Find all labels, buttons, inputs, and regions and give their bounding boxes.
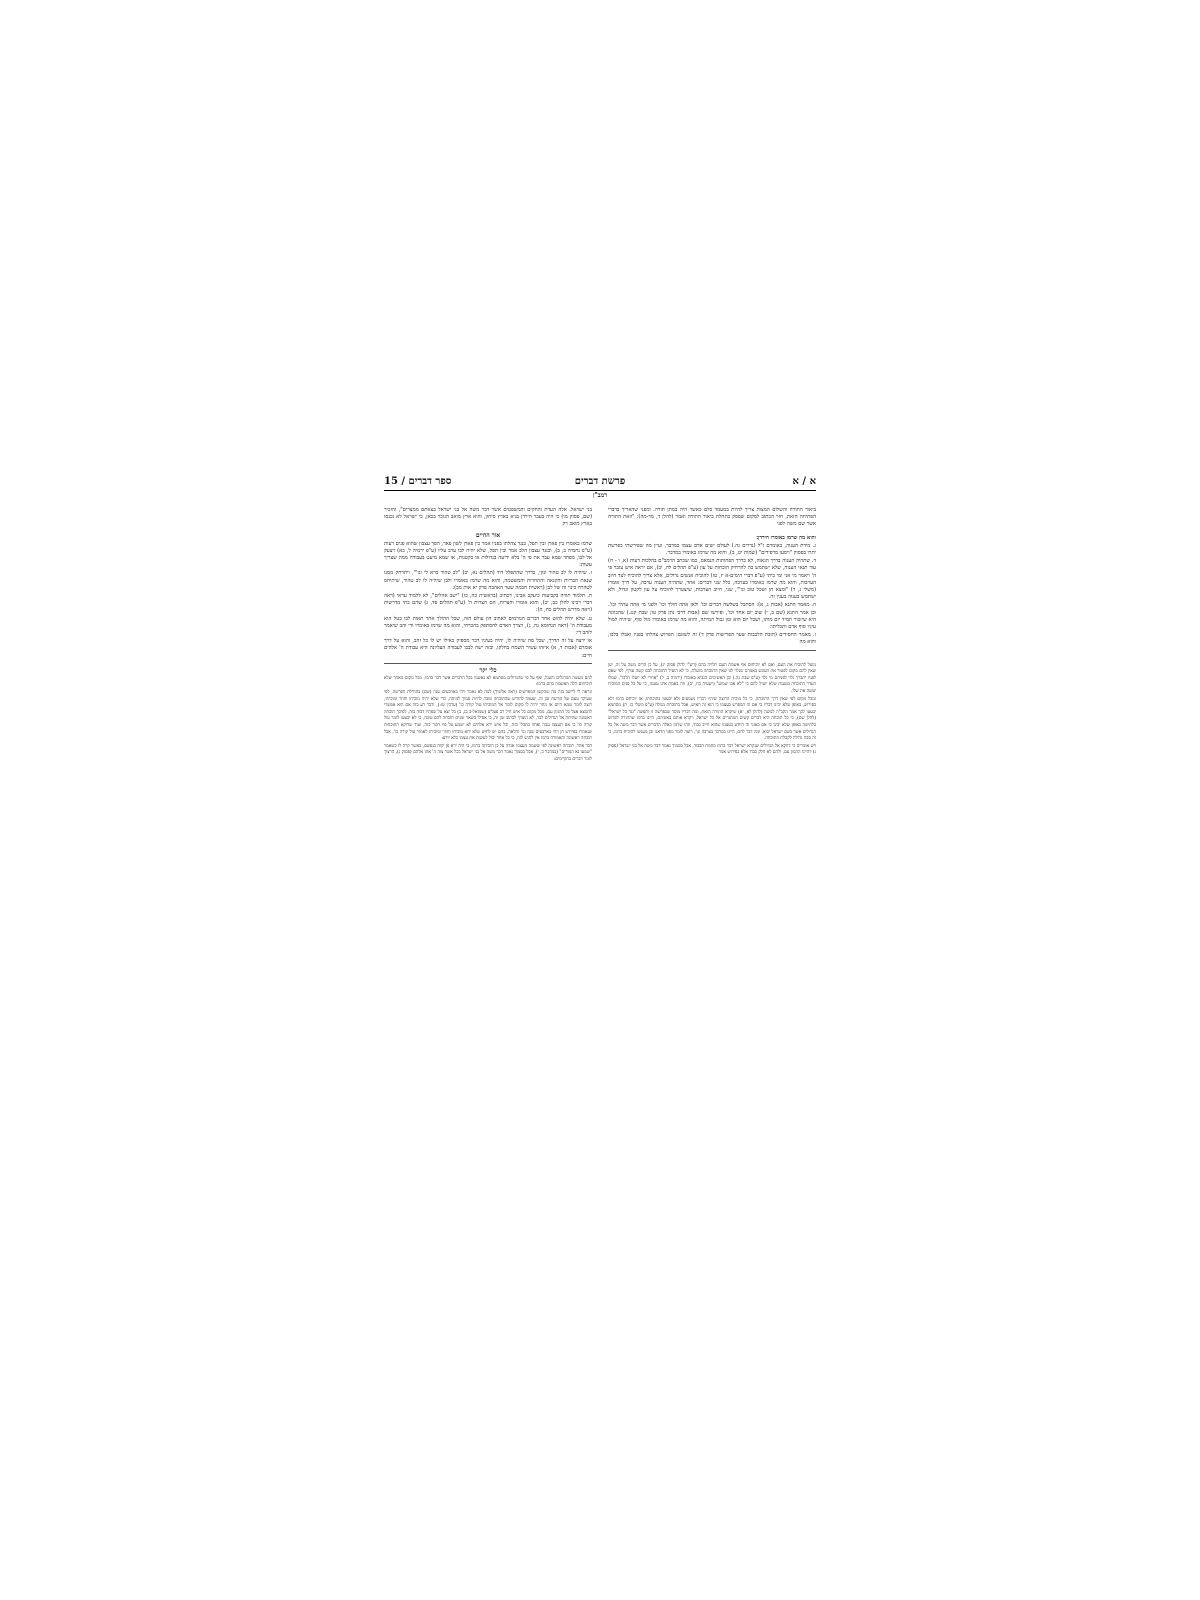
- section-divider: [608, 650, 816, 651]
- or-hachaim-left-2: ז. שיהיה לו לב טהור ונקי, כדרך שהתפלל דוד (תהלים נא, יב) "לב טהור ברא לי וגו'", ויתרחק ממנו שנאת הבריות והקנאה והתחרות והמשטמה, והוא מה שרמז באומרו ולבן שיהיה לו לב טהור, שיתיחס לטהרה כינוי זה של לבן (ראשית חכמה שער האהבה פרק יא אות מב):: [384, 570, 592, 591]
- ramban-text-left: בני ישראל. אלה העדת והחקים והמשפטים אשר דבר משה אל בני ישראל בצאתם ממצרים", והזכיר (שם, פסוק מו) כי היה בעבר הירדן בגיא בארץ סיחון, והוא ארץ מואב הנזכר בכאן, כי ישראל לא נכנסו בארץ מואב רק: [384, 507, 592, 528]
- or-hachaim-left-4: ט. שלא יהיה להוט אחר דברים הגורמים לאהוב הון עולם הזה, שכל ההולך אחר תאות לבו בטל הוא מעבודת ה' (ראה תנחומא נח, ג), ויצרך האדם להסתפק בהכרחי, והוא מה שרמז באומרו ודי זהב שיאמר לזהב די:: [384, 615, 592, 637]
- chapter-verse: א / א: [792, 476, 816, 487]
- kli-yakar-para-3: ויש אומרים כי דווקא אל הגדולים שנקרא ישראל דבר ברמז מחמת הכבוד, אבל בסמוך נאמר דבר משה אל בני ישראל (פסוק ג) דהיינו ההמון עם, ולהם לא חלק כבוד אלא בפירוש אמר: [608, 743, 816, 756]
- ramban-heading: רמב"ן: [592, 492, 608, 499]
- or-hachaim-para-5: ה. מאמר התנא (אבות ג, א): הסתכל בשלשה דברים וכו' ולאן אתה הולך וכו' ולפני מי אתה עתיד וכו'. וכן אמר התנא (שם ב, י) שוב יום אחד וכו', ופירשו שם (אבות דרבי נתן פרק טו; שבת קנג.) שהכוונה היא שיזכור תמיד יום מותו, ושכל יום הוא זמן גבול המיתה, והוא מה שרמז באומרו מול סוף, שיהיה למול עיניו סוף אדם ותכליתו:: [608, 602, 816, 631]
- book-page: [384, 474, 816, 1130]
- kli-yakar-left-3: דבר אחר, תוכחה ראשונה לפי ששמה מעצמו אגדה על כן הוכיחה ברמז, כי היה ירא פן יקוה בנפשם, כאשר קרה לו כשאמר "שמעו נא המורים" (במדבר כ, י), אבל בסמוך נאמר דבר משה אל בני ישראל ככל אשר צוה ה' אתו אלהם (פסוק ג), הרצוך לומר דברים בהקיימים:: [384, 743, 592, 762]
- page-header: [384, 474, 816, 491]
- left-column: [384, 507, 592, 765]
- kli-yakar-heading: כלי יקר: [479, 666, 497, 674]
- parsha-title: פרשת דברים: [574, 476, 626, 487]
- right-column: [608, 507, 816, 765]
- or-hachaim-para-3: ג. מידת הענוה, באומרם ז"ל (נדרים נה.) לעולם ישים אדם עצמו כמדבר, ועיין מה שפירשתי בפרשת יתרו בפסוק "ויסעו מרפידים" (שמות יט, ב), והוא מה שרמז באומרו במדבר.: [608, 542, 816, 557]
- or-hachaim-intro: והוא מה שרמז באומרו הירדן:: [756, 534, 816, 541]
- kli-yakar-left-1: להם מעשה המרגלים והעגל, ואף על פי שהגדולים מסתמא לא נאשמו בכל הדברים אשר דבר ברמז, מכל מקום מאחר שלא הוכיחום הלה האשמה בהם ברמז:: [384, 675, 592, 688]
- section-divider-left: [384, 663, 592, 664]
- kli-yakar-left-2: ונראה לי ליישב בזה מה שהקשו המפרשים (ראה אלשיך) למה לא נאמר ויהי בארבעים שנה (שם) בתחילת הפרשה, לפי שעיקר טעם של הודעת זמן זה, שעמד להודיע שהתוכחה טובה להיות סמוך למיתה, כדי שלא יהיה מוכיחו וחוזר ומוכיחו, רוצה לומר שמא היום או מחר יהיה לו מקום לומר אל המוכיחו טול קורה כו' (ערכין טז:), ודבר רע כזה אם הוא אפשרי להמצא אצל כל ההמון עם, מכל מקום כל איש חיל רב פעלים (שמואל-ב כג, כ) בל יצא על שפתיו דבור כזה, לפיכך תוכחה ראשונה שהיתה אל הגדולים לבד, לא הוצרך לכתוב זמן זה, כי אפילו בשאר זמנים תוכחה להם טובה, כי לא יבעטו לומר טול קורה כו' כי אם תעצבו ננבה ואחזו בחבלי בזה, וכל איש ירא אלהים לא ישמע על פיו דבור כזה, ועוד שדוקא התוכחות שנאמרו בפירוש הן ויהי בארבעים שנה וגו' והלאה, בהם יש לחוש שלא יהא מוכיחו וחוזר ומוכיחו לאמור טול קורה כו', אבל תוכחה ראשונה והאמורה ברמז אין לחוש לזה, כי כל אחד יכול לעשות את עצמו כלא יודע:: [384, 690, 592, 742]
- or-hachaim-left-1: שרמז באומרו בין פארן ובין תפל, כנגד צהלתו בפניו אמר בין פארן לשון פאר, הפך עצבון שהוא פנים רעות (ע"פ נחמיה ב, ב), וכנגד עצבון הלב אמר ובין תפל, שלא יהיה לבו ערב עליו (ע"פ ירמיה ל, כא) ויצעק אל לבו, מפחד שמא עבר את פי ה' בלא ידיעה בגדולות או בקטנות, או שמא מיעט בעבודה ממה שצריך עשות:: [384, 540, 592, 569]
- page-number-book-title: 15 / ספר דברים: [384, 476, 452, 487]
- or-hachaim-left-3: ח. תלמוד תורה בקביעות כיעקב אבינו, דכתיב (בראשית כה, כז) "ישב אהלים", לא ללמוד עראי (ראה דברי רבינו להלן כב, יב), והוא אומרו וחצרות, הם חצרות ה' (ע"פ תהלים פד, ג) שהם בתי מדרשות (ראה מדרש תהלים כח, ה):: [384, 593, 592, 614]
- kli-yakar-para-2: ומכל מקום לפי שאין דרך התוכחה, כי כל מוכיח הרוצה שיהיו דבריו נשמעים ולא יבעטו בתוכחתו, אז יוכיחם ברמז ולא בפירוש, באופן שלא יבינו דבריו כי אם זה המפרש בעצמו כי הוא זה האיש, אבל בתוכחת מגולה (ע"פ משלי כז, ה) מסתמא יבעטו לכך אמר הקב"ה למשה (להלן לא, יא) שיקרא התורה הזאת, ומה דבריו מוסר שבפרשה זו ותפשה "נגד כל ישראל" (להלן שם), כי כל תוכחה היא דברים קשים המתגרים אל כל ישראל, ויקרא אותם באזניהם, היינו ברמז שהתורה לפרוש בלחישה באופן שלא יבינו כי אם באזני זה היודע בעצמו שהוא חייב כבוד, וזהו שרמז באלה הדברים אשר דבר משה אל כל הגדולים אשר בשם ישראל יבוא, ומה דבר להם, היינו במדבר בערבה וגו', רוצה לומר מפני הדאגו וכן מענשו להוכיח ברמז, כי זה סבה גדולה לקבלת התוכחה.: [608, 696, 816, 742]
- or-hachaim-para-4: ד. שתהיה הענוה בדרך הגאוה, לא כדרך הפחותות הנמאס, כמו שכתב הרמב"ם בהלכות דעות (א, ו - ח) עוד תנאי הענוה, שלא ישתמש בה להרחיק הוכחות על עון (ע"פ תהלים לח, יב), אם יראה איש עובר פי ה' ויאמר מי אני ומי ביתי (ע"פ דברי הימים-א יז, טז) להוכיח אנשים גדולים, אלא צריך להוכיח לצד חיוב הערבות, והוא מה שרמז באומרו בערבה, כלל שני דברים: אחד, שתהיה הענוה ערבה, על דרך אומרו (משלי ג, ד) "ומצא חן ושכל טוב וגו'", שני, חיוב הערבות, שיצטרך להוכיח על עון לקטון וגדול, ולא ישתמש בענוה בענין זה.: [608, 558, 816, 601]
- or-hachaim-para-6: ו. מאמר החסידים (חובת הלבבות שער הפרישות פרק ד) זה לשונם: הפרוש צהלתו בפניו ואבלו בלבו, והוא מה: [608, 632, 816, 646]
- kli-yakar-heading-placeholder: [608, 653, 816, 662]
- ramban-text-right: ביאור התורה והשלום המצות צריך להיות במעמד כלם כאשר היה במתן תורה. ומפני שהאריך בדברי הפתיחה הזאת, חזר הכתוב למקום שפסק בתחלת ביאור התורה ואמר (להלן ד, מד-מה): "וזאת התורה אשר שם משה לפני: [608, 507, 816, 528]
- kli-yakar-para-1: מועל להוכיח את העם, ואם לא יוכיחום אף אשמת העם תלויה בהם (רש"י להלן פסוק יג), על כן הרים משה על זה, יען שאין להם מקום לפטור את העונש באמרם שגלוי לנו שאין התוכחה מועלת, כי לא הועיל התוכחה לבם קשה עורף, לפי שאם לפניו יתברך גלוי לפניהם מי גלוי (ע"פ שבת נה.) וכן האשימים הגביא באומרו (ירמיה ב, ל) "אחרי לא יועלו הלכו", שמלו העדר התוכחה בטענת שלא יועיל להם כי "לא אבו שמוע" (ישעיה כח, יב), וזה באמת אינו טענה, כי על כל פנים המוכיח יעשה את שלו.: [608, 662, 816, 695]
- two-column-body: [384, 507, 816, 765]
- or-hachaim-heading: אור החיים: [475, 531, 501, 539]
- or-hachaim-left-5: או ירצה על זה הדרך, שכל מה שיהיה לו, יהיה בעיניו דבר מספיק כאילו יש לו כל זהב, והוא על דרך אומרם (אבות ד, א) איזהו עשיר השמח בחלקו, ובזה ישה לבבו לעבודה העליונה היא עבודת ה' אלהים חיים:: [384, 638, 592, 659]
